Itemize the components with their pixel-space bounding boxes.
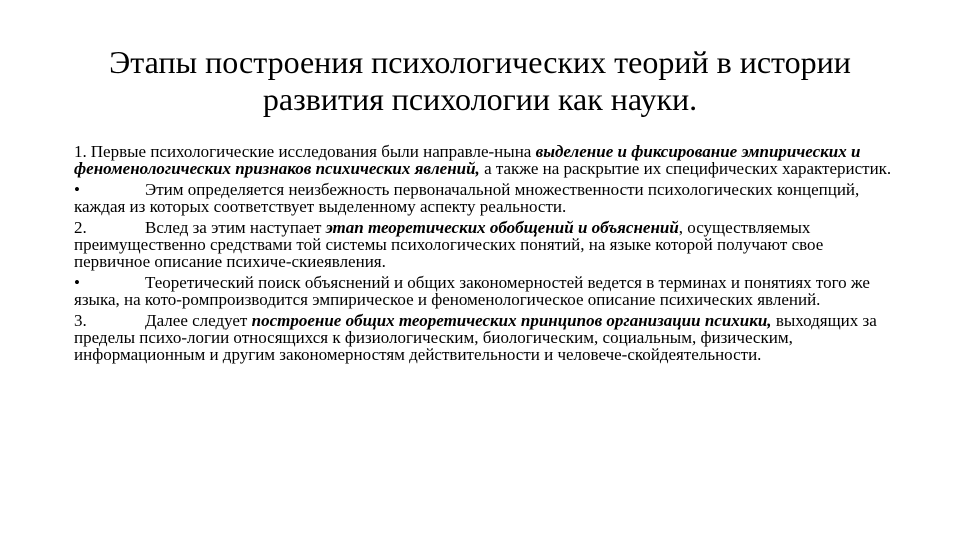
slide-title-line-1: Этапы построения психологических теорий в истории (109, 44, 851, 80)
paragraph-5-emphasis: построение общих теоретических принципов организации психики, (251, 311, 772, 331)
paragraph-1-number: 1. (74, 142, 87, 161)
paragraph-2 (74, 182, 892, 215)
paragraph-3-text-b: , осуществляемых преимущественно средствами той системы психологических понятий, на языке которой получают свое первичное описание психиче-скиеявления. (74, 218, 824, 271)
paragraph-1 (74, 144, 892, 177)
paragraph-5-text-b: выходящих за пределы психо-логии относящихся к физиологическим, биологическим, социальным, физическим, информационным и другим закономерностям действительности и человече-скойдеятельности. (74, 311, 877, 364)
slide-body (74, 144, 892, 368)
paragraph-3 (74, 220, 892, 270)
paragraph-5-text-a: Далее следует (145, 311, 248, 331)
paragraph-5 (74, 313, 892, 363)
paragraph-1-text-b: а также на раскрытие их специфических характеристик. (484, 158, 892, 178)
paragraph-3-text-a: Вслед за этим наступает (145, 218, 322, 238)
paragraph-4 (74, 275, 892, 308)
paragraph-4-bullet: • (74, 273, 80, 293)
slide-title-line-2: развития психологии как науки. (262, 81, 698, 117)
paragraph-3-number: 2. (74, 218, 87, 238)
slide-title (60, 44, 900, 118)
paragraph-2-bullet: • (74, 180, 80, 200)
paragraph-1-text-a: Первые психологические исследования были направле-нына (90, 142, 532, 161)
paragraph-2-text: Этим определяется неизбежность первоначальной множественности психологических концепций, каждая из которых соответствует выделенному аспекту реальности. (74, 180, 860, 216)
paragraph-3-emphasis: этап теоретических обобщений и объяснений (325, 218, 679, 238)
paragraph-5-number: 3. (74, 311, 87, 331)
paragraph-4-text: Теоретический поиск объяснений и общих закономерностей ведется в терминах и понятиях того же языка, на кото-ромпроизводится эмпирическое и феноменологическое описание психических явлений. (74, 273, 870, 309)
paragraph-1-emphasis: выделение и фиксирование эмпирических и феноменологических признаков психических явлений, (74, 142, 861, 178)
